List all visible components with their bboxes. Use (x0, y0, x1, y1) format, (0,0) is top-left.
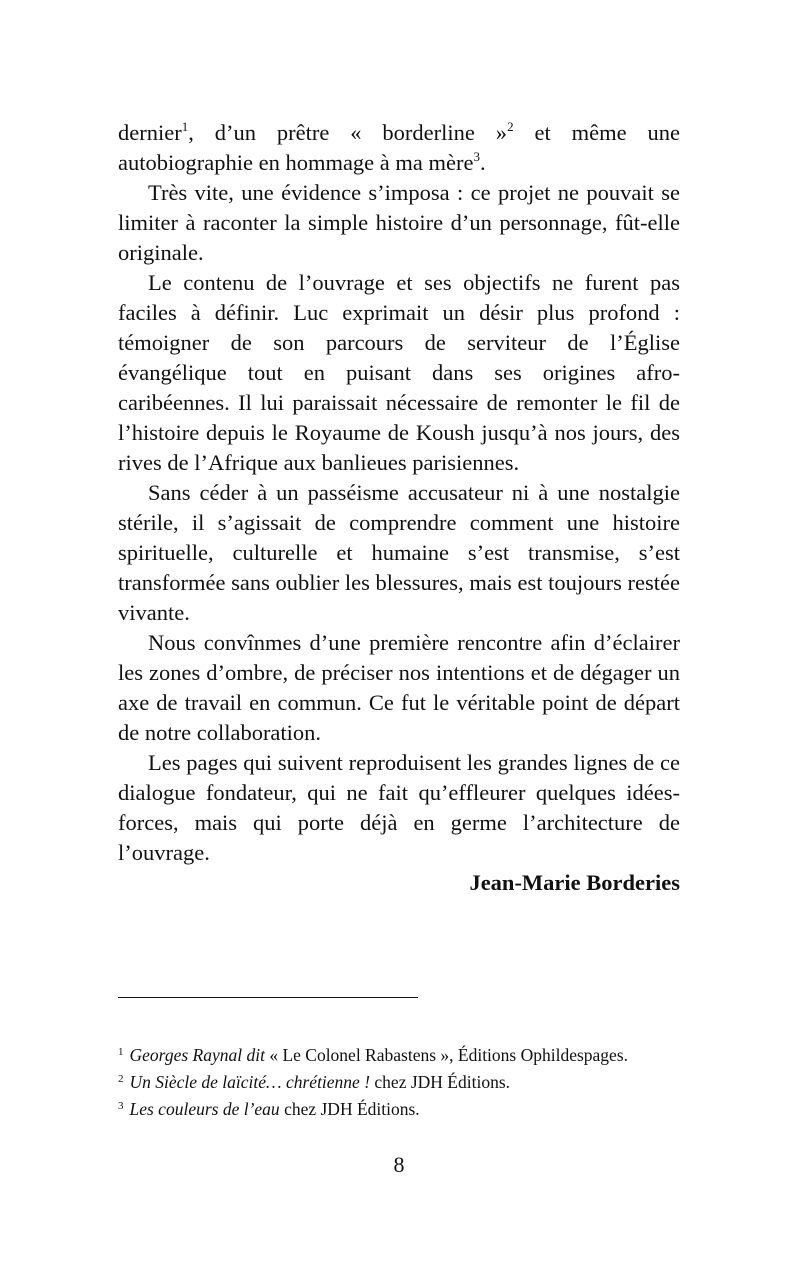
footnotes (118, 1042, 688, 1123)
body-text (118, 118, 680, 898)
paragraph-text: Le contenu de l’ouvrage et ses objectifs ne furent pas faciles à définir. Luc exprimait un désir plus profond : témoigner de son parcours de serviteur de l’Église évangélique tout en puisant dans ses origines afro-caribéennes. Il lui paraissait nécessaire de remonter le fil de l’histoire depuis le Royaume de Koush jusqu’à nos jours, des rives de l’Afrique aux banlieues parisiennes. (118, 270, 680, 475)
paragraph-text: . (480, 150, 486, 175)
paragraph (118, 118, 680, 178)
footnote-item (118, 1042, 688, 1069)
paragraph-text: Les pages qui suivent reproduisent les grandes lignes de ce dialogue fondateur, qui ne fait qu’effleurer quelques idées-forces, mais qui porte déjà en germe l’architecture de l’ouvrage. (118, 750, 680, 865)
paragraph-list (118, 118, 680, 868)
paragraph (118, 178, 680, 268)
footnote-item (118, 1096, 688, 1123)
footnote-title: Un Siècle de laïcité… chrétienne ! (129, 1072, 371, 1092)
paragraph-text: Nous convînmes d’une première rencontre afin d’éclairer les zones d’ombre, de préciser nos intentions et de dégager un axe de travail en commun. Ce fut le véritable point de départ de notre collaboration. (118, 630, 680, 745)
footnote-reference: 2 (507, 119, 514, 134)
paragraph (118, 478, 680, 628)
paragraph (118, 748, 680, 868)
paragraph-text: , d’un prêtre « borderline » (188, 120, 508, 145)
footnote-number: 3 (118, 1100, 124, 1112)
author-signature: Jean-Marie Borderies (469, 870, 680, 895)
page-number: 8 (393, 1152, 405, 1177)
footnote-title: Georges Raynal dit (129, 1045, 265, 1065)
paragraph-text: Très vite, une évidence s’imposa : ce projet ne pouvait se limiter à raconter la simple histoire d’un personnage, fût-elle originale. (118, 180, 680, 265)
footnote-title: Les couleurs de l’eau (129, 1099, 280, 1119)
footnote-separator (118, 997, 418, 998)
paragraph-text: dernier (118, 120, 182, 145)
footnote-text: chez JDH Éditions. (279, 1099, 420, 1119)
paragraph-text: et même une autobiographie en hommage à ma mère (118, 120, 680, 175)
footnote-item (118, 1069, 688, 1096)
paragraph (118, 268, 680, 478)
footnote-reference: 1 (181, 119, 189, 134)
footnote-text: « Le Colonel Rabastens », Éditions Ophildespages. (264, 1045, 629, 1065)
footnote-reference: 3 (473, 149, 480, 164)
footnote-number: 1 (118, 1046, 124, 1058)
paragraph (118, 628, 680, 748)
footnote-text: chez JDH Éditions. (370, 1072, 511, 1092)
footnote-number: 2 (118, 1073, 124, 1085)
paragraph-text: Sans céder à un passéisme accusateur ni à une nostalgie stérile, il s’agissait de comprendre comment une histoire spirituelle, culturelle et humaine s’est transmise, s’est transformée sans oublier les blessures, mais est toujours restée vivante. (118, 480, 680, 625)
